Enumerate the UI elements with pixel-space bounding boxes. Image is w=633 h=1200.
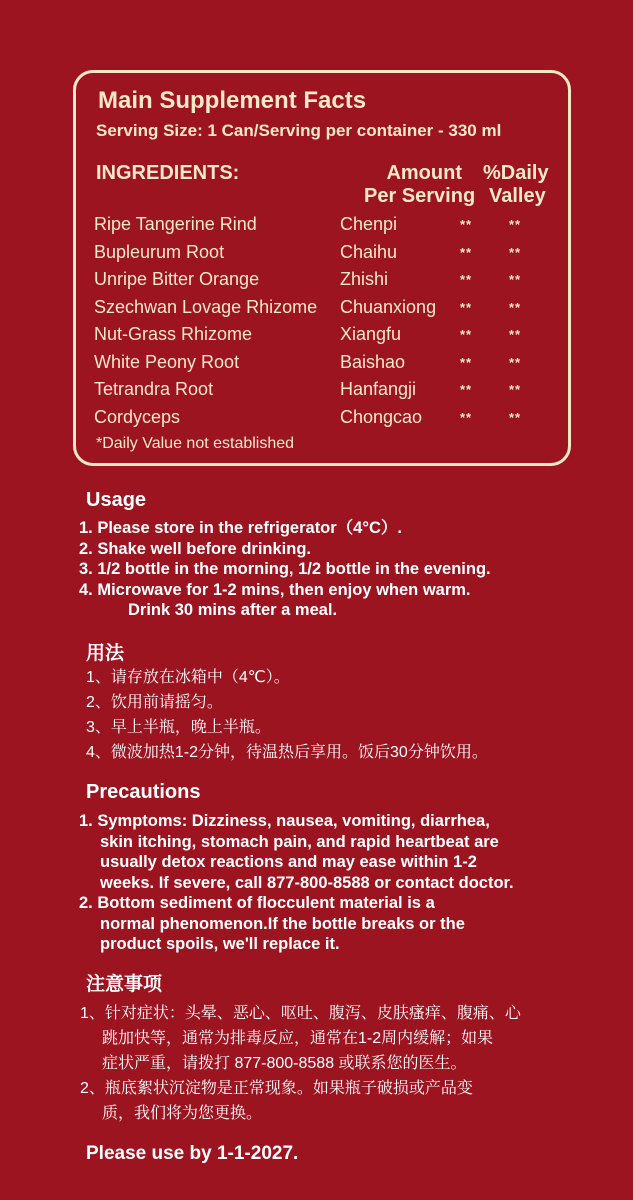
ingredient-name: Nut-Grass Rhizome bbox=[94, 324, 253, 344]
ingredient-pinyin: Hanfangji bbox=[340, 379, 417, 399]
ingredient-row bbox=[76, 269, 568, 295]
usage-item: 4. Microwave for 1-2 mins, then enjoy when warm. bbox=[79, 580, 471, 599]
usage-item: 2. Shake well before drinking. bbox=[79, 539, 311, 558]
ingredient-name: Unripe Bitter Orange bbox=[94, 269, 260, 289]
daily-value-note: *Daily Value not established bbox=[96, 435, 295, 452]
ingredient-pinyin: Baishao bbox=[340, 351, 406, 372]
usage-cn-item: 4、微波加热1-2分钟，待温热后享用。饭后30分钟饮用。 bbox=[86, 744, 488, 761]
ingredient-daily-value: ** bbox=[509, 354, 522, 370]
ingredient-amount: ** bbox=[460, 409, 473, 425]
ingredient-amount: ** bbox=[460, 354, 473, 370]
ingredient-pinyin: Xiangfu bbox=[340, 324, 402, 344]
ingredient-name: Cordyceps bbox=[94, 406, 181, 427]
precautions-list bbox=[79, 811, 514, 955]
usage-cn-heading: 用法 bbox=[86, 643, 125, 664]
ingredient-pinyin: Chaihu bbox=[340, 241, 398, 262]
ingredient-name: White Peony Root bbox=[94, 351, 240, 372]
precaution-cn-item-continuation: 症状严重，请拨打 877-800-8588 或联系您的医生。 bbox=[102, 1055, 467, 1072]
precaution-item-continuation: normal phenomenon.If the bottle breaks or the bbox=[100, 914, 465, 933]
ingredient-daily-value: ** bbox=[509, 217, 522, 232]
precaution-cn-item: 1、针对症状：头晕、恶心、呕吐、腹泻、皮肤瘙痒、腹痛、心 bbox=[80, 1005, 521, 1022]
ingredient-daily-value: ** bbox=[509, 272, 522, 287]
precaution-cn-item: 2、瓶底絮状沉淀物是正常现象。如果瓶子破损或产品变 bbox=[80, 1080, 473, 1097]
usage-cn-item: 2、饮用前请摇匀。 bbox=[86, 694, 223, 711]
use-by-date: Please use by 1-1-2027. bbox=[86, 1143, 299, 1164]
precautions-cn-list bbox=[80, 1001, 521, 1126]
ingredient-amount: ** bbox=[460, 272, 473, 287]
daily-value-header-line2: Valley bbox=[489, 185, 546, 207]
amount-header-line2: Per Serving bbox=[364, 185, 476, 207]
ingredient-name: Bupleurum Root bbox=[94, 241, 225, 262]
ingredient-daily-value: ** bbox=[509, 299, 522, 315]
ingredient-pinyin: Chongcao bbox=[340, 406, 423, 427]
ingredient-amount: ** bbox=[460, 299, 473, 315]
ingredient-name: Tetrandra Root bbox=[94, 379, 214, 399]
ingredient-pinyin: Zhishi bbox=[340, 269, 389, 289]
precaution-item: 2. Bottom sediment of flocculent material is a bbox=[79, 894, 435, 912]
ingredient-row bbox=[76, 297, 568, 323]
ingredient-amount: ** bbox=[460, 382, 473, 397]
usage-list bbox=[79, 518, 491, 621]
precaution-cn-item-continuation: 跳加快等，通常为排毒反应，通常在1-2周内缓解；如果 bbox=[102, 1030, 494, 1047]
ingredient-row bbox=[76, 352, 568, 378]
usage-item: 1. Please store in the refrigerator（4°C）. bbox=[79, 519, 402, 537]
ingredient-daily-value: ** bbox=[509, 244, 522, 260]
ingredient-row bbox=[76, 214, 568, 240]
facts-title: Main Supplement Facts bbox=[98, 87, 367, 114]
ingredient-daily-value: ** bbox=[509, 382, 522, 397]
usage-cn-item: 1、请存放在冰箱中（4℃）。 bbox=[86, 669, 290, 686]
usage-heading: Usage bbox=[86, 489, 147, 511]
amount-header: Amount bbox=[386, 162, 462, 184]
supplement-facts-panel bbox=[73, 70, 571, 466]
precaution-item-continuation: product spoils, we'll replace it. bbox=[100, 935, 340, 953]
precaution-item-continuation: weeks. If severe, call 877-800-8588 or contact doctor. bbox=[100, 873, 514, 892]
ingredient-name: Ripe Tangerine Rind bbox=[94, 214, 257, 234]
precaution-item-continuation: usually detox reactions and may ease within 1-2 bbox=[100, 853, 477, 871]
ingredients-header: INGREDIENTS: bbox=[96, 162, 240, 184]
ingredient-daily-value: ** bbox=[509, 327, 522, 342]
ingredient-row bbox=[76, 242, 568, 268]
serving-size: Serving Size: 1 Can/Serving per container - 330 ml bbox=[96, 121, 502, 140]
precaution-item-continuation: skin itching, stomach pain, and rapid heartbeat are bbox=[100, 832, 499, 851]
usage-item: 3. 1/2 bottle in the morning, 1/2 bottle in the evening. bbox=[79, 560, 491, 578]
ingredient-row bbox=[76, 324, 568, 350]
ingredient-row bbox=[76, 407, 568, 433]
usage-cn-item: 3、早上半瓶，晚上半瓶。 bbox=[86, 719, 271, 736]
ingredient-amount: ** bbox=[460, 327, 473, 342]
precaution-item: 1. Symptoms: Dizziness, nausea, vomiting, diarrhea, bbox=[79, 812, 490, 830]
ingredient-pinyin: Chuanxiong bbox=[340, 296, 437, 317]
precaution-cn-item-continuation: 质，我们将为您更换。 bbox=[102, 1105, 263, 1122]
precautions-heading: Precautions bbox=[86, 781, 201, 803]
ingredient-name: Szechwan Lovage Rhizome bbox=[94, 296, 318, 317]
daily-value-header: %Daily bbox=[483, 162, 549, 184]
usage-item-continuation: Drink 30 mins after a meal. bbox=[128, 601, 338, 619]
ingredient-pinyin: Chenpi bbox=[340, 214, 398, 234]
precautions-cn-heading: 注意事项 bbox=[86, 974, 163, 995]
ingredient-row bbox=[76, 379, 568, 405]
ingredient-amount: ** bbox=[460, 217, 473, 232]
ingredient-amount: ** bbox=[460, 244, 473, 260]
ingredient-daily-value: ** bbox=[509, 409, 522, 425]
usage-cn-list bbox=[86, 665, 488, 765]
